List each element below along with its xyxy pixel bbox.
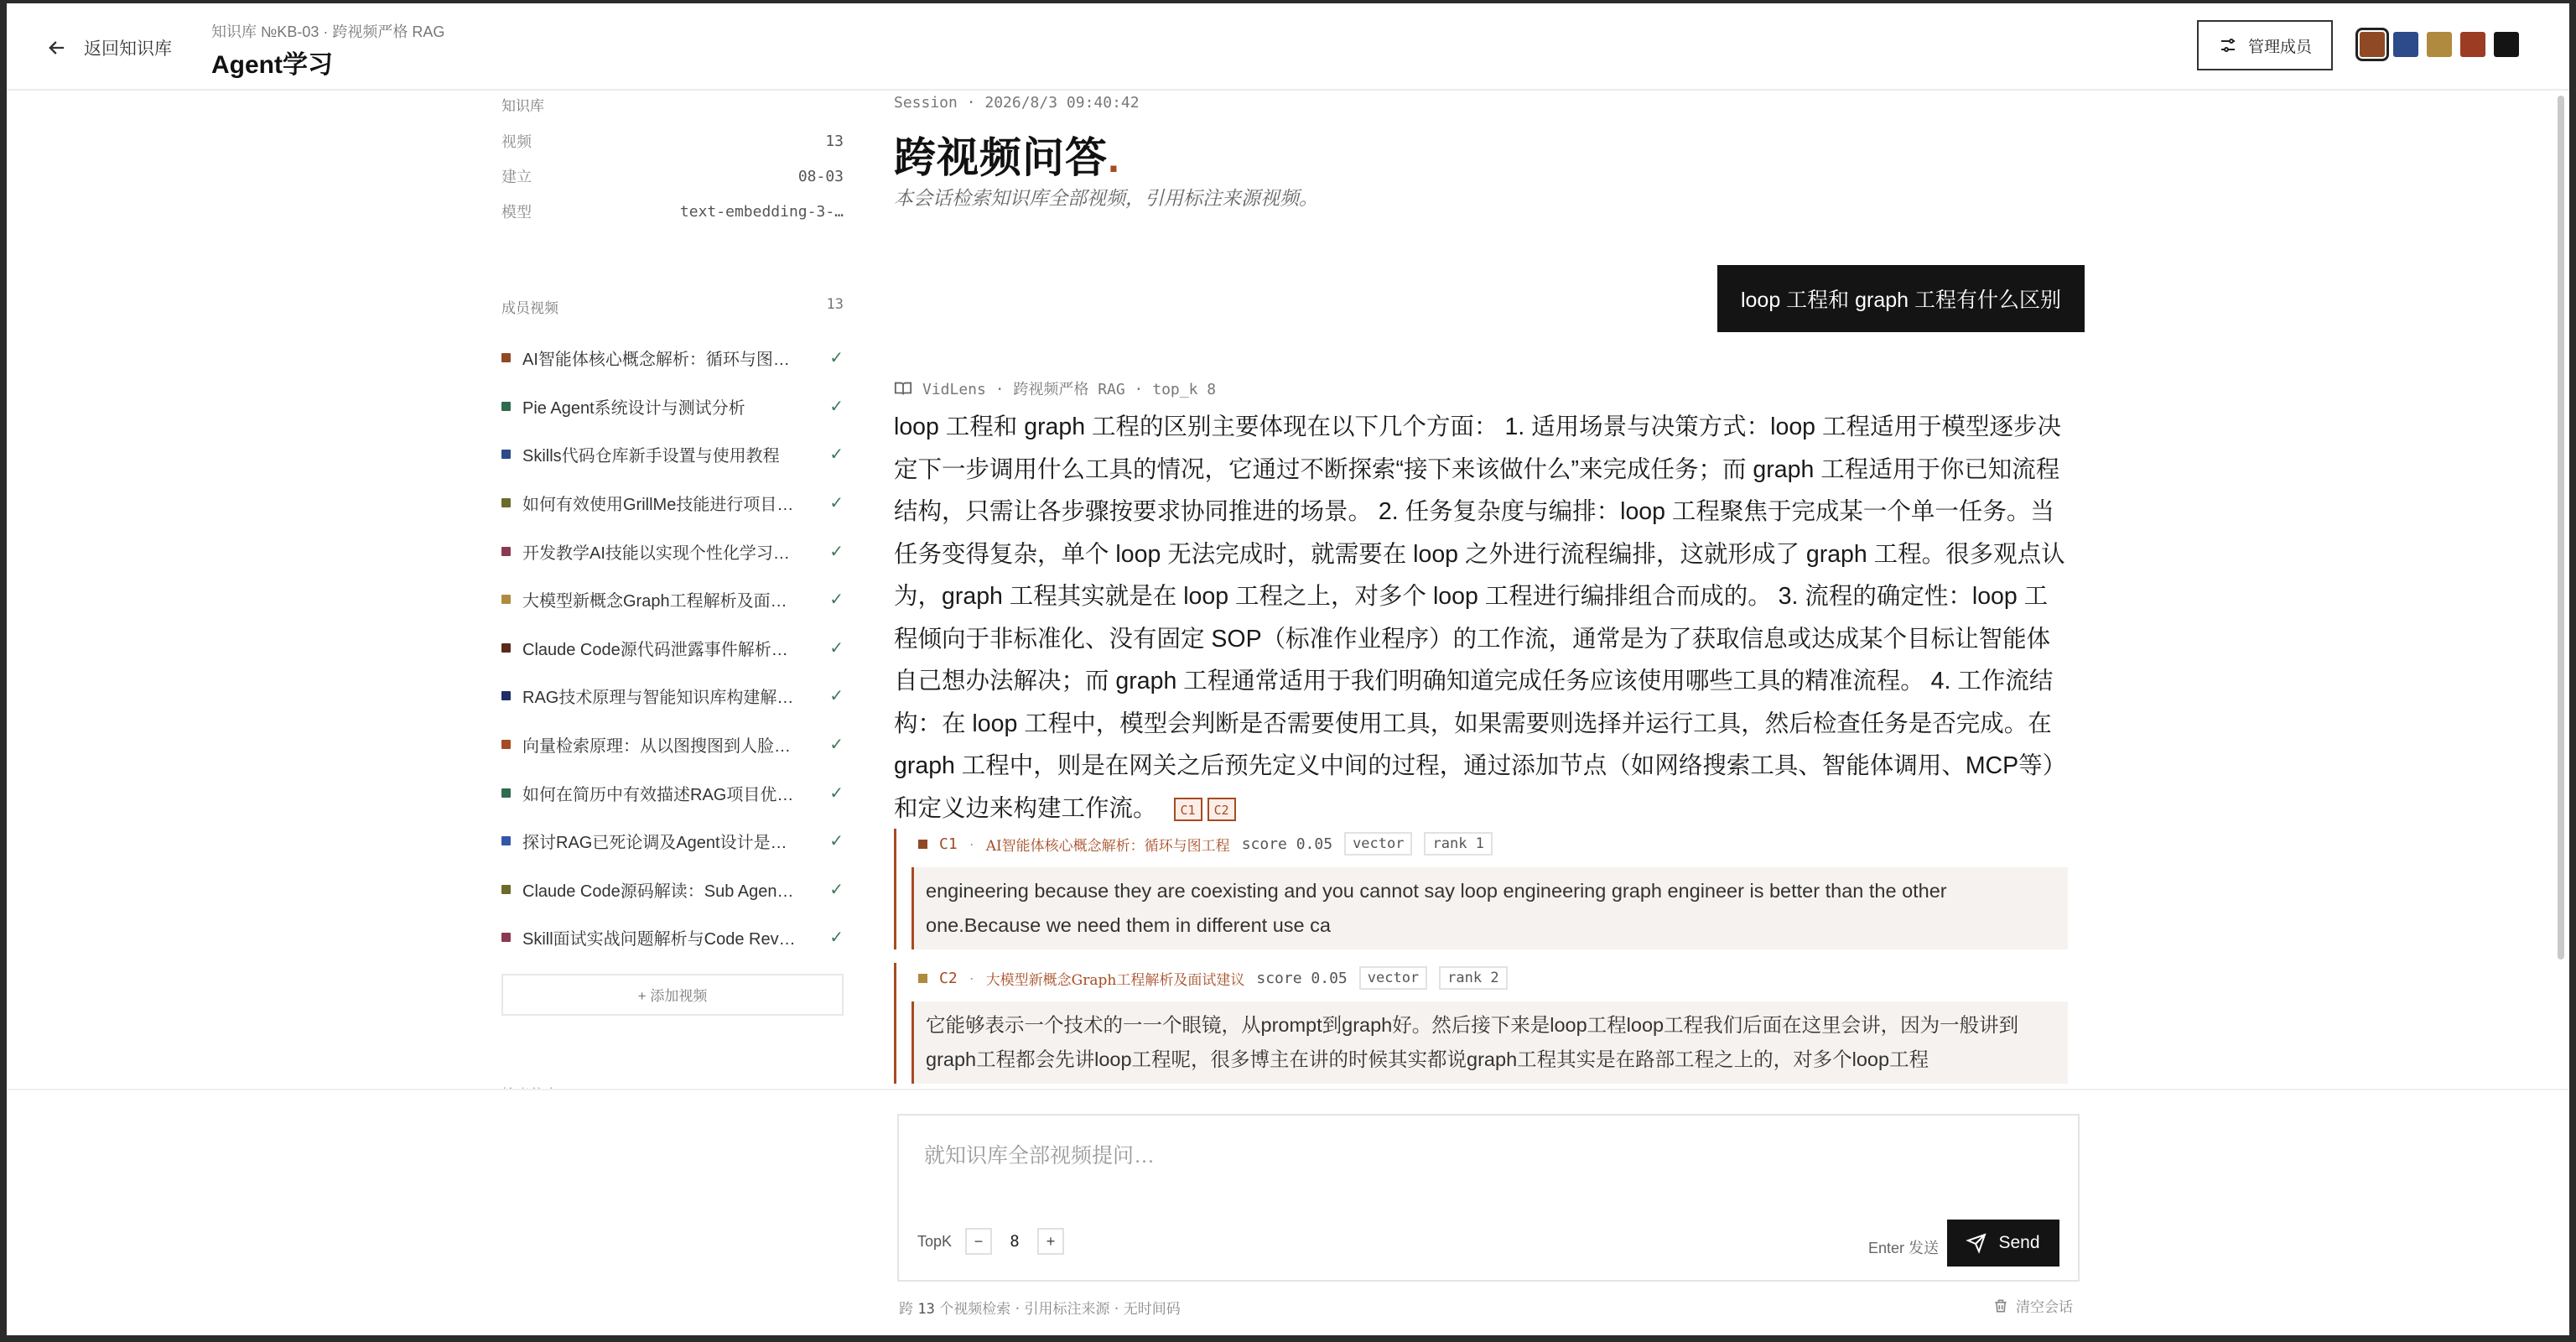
check-icon: ✓	[829, 928, 844, 948]
check-icon: ✓	[829, 687, 844, 706]
member-video-item[interactable]	[501, 479, 844, 528]
send-button[interactable]	[1947, 1220, 2059, 1267]
member-video-title: 开发教学AI技能以实现个性化学习…	[522, 544, 790, 563]
member-video-item[interactable]	[501, 624, 844, 673]
check-icon: ✓	[829, 638, 844, 658]
source-header	[918, 829, 2068, 859]
member-video-title: Skill面试实战问题解析与Code Rev…	[522, 930, 796, 949]
theme-swatch-gold[interactable]	[2427, 32, 2452, 57]
member-video-item[interactable]	[501, 575, 844, 624]
theme-swatch-red[interactable]	[2460, 32, 2485, 57]
check-icon: ✓	[829, 349, 844, 368]
topk-control	[917, 1228, 1064, 1255]
kb-info-row	[501, 194, 844, 229]
topk-decrement-button[interactable]: −	[965, 1228, 992, 1255]
answer-text: loop 工程和 graph 工程的区别主要体现在以下几个方面： 1. 适用场景与决策方式：loop 工程适用于模型逐步决定下一步调用什么工具的情况，它通过不断探索“接下来该做什么”来完成任务；而 graph 工程适用于你已知流程结构，只需让各步骤按要求协同推进的场景。 2. 任务复杂度与编排：loop 工程聚焦于完成某一个单一任务。当任务变得复杂，单个 loop 无法完成时，就需要在 loop 之外进行流程编排，这就形成了 graph 工程。很多观点认为，graph 工程其实就是在 loop 工程之上，对多个 loop 工程进行编排组合而成的。 3. 流程的确定性：loop 工程倾向于非标准化、没有固定 SOP（标准作业程序）的工作流，通常是为了获取信息或达成某个目标让智能体自己想办法解决；而 graph 工程通常适用于我们明确知道完成任务应该使用哪些工具的精准流程。 4. 工作流结构：在 loop 工程中，模型会判断是否需要使用工具，如果需要则选择并运行工具，然后检查任务是否完成。在 graph 工程中，则是在网关之后预先定义中间的过程，通过添加节点（如网络搜索工具、智能体调用、MCP等）和定义边来构建工作流。	[894, 414, 2067, 822]
source-id: C2	[939, 969, 958, 987]
source-title: 大模型新概念Graph工程解析及面试建议	[985, 971, 1245, 989]
member-video-item[interactable]	[501, 817, 844, 866]
video-color-dot	[501, 788, 511, 798]
member-video-item[interactable]	[501, 672, 844, 720]
members-count: 13	[826, 296, 844, 313]
member-video-item[interactable]	[501, 382, 844, 431]
left-panel	[501, 91, 844, 1089]
member-video-title: 如何有效使用GrillMe技能进行项目…	[522, 496, 794, 515]
member-video-item[interactable]	[501, 527, 844, 575]
page-title: Agent学习	[211, 51, 333, 79]
add-video-button[interactable]: + 添加视频	[501, 974, 844, 1016]
clear-session-label: 清空会话	[2016, 1299, 2073, 1316]
top-header	[7, 3, 2569, 91]
source-separator: ·	[969, 969, 974, 986]
kb-info-label: 模型	[501, 204, 532, 221]
book-open-icon	[894, 379, 912, 398]
trash-icon	[1992, 1298, 2009, 1314]
kb-info-label: 视频	[501, 133, 532, 150]
source-color-dot	[918, 840, 927, 849]
source-separator: ·	[969, 835, 974, 852]
member-video-item[interactable]	[501, 866, 844, 914]
member-video-title: Claude Code源码解读：Sub Agen…	[522, 882, 794, 901]
check-icon: ✓	[829, 494, 844, 513]
kb-info-row	[501, 159, 844, 194]
source-excerpt: engineering because they are coexisting and you cannot say loop engineering graph engineer is better than the other one.Because we need them in different use ca	[911, 867, 2068, 949]
breadcrumb: 知识库 №KB-03 · 跨视频严格 RAG	[211, 23, 445, 40]
check-icon: ✓	[829, 880, 844, 899]
source-score: score 0.05	[1256, 969, 1348, 987]
clear-session-button[interactable]	[1992, 1295, 2073, 1316]
kb-info-row	[501, 123, 844, 159]
kb-info-label: 建立	[501, 169, 532, 185]
member-video-title: 大模型新概念Graph工程解析及面…	[522, 592, 787, 611]
members-header	[501, 296, 844, 317]
kb-info-value: 13	[825, 132, 844, 150]
member-video-item[interactable]	[501, 768, 844, 817]
kb-info	[501, 123, 844, 229]
session-meta: Session · 2026/8/3 09:40:42	[894, 94, 1140, 112]
footer-count: 13	[917, 1301, 935, 1318]
member-video-title: AI智能体核心概念解析：循环与图…	[522, 351, 790, 370]
source-header	[918, 963, 2068, 993]
session-title-text: 跨视频问答	[894, 134, 1108, 181]
topk-value: 8	[1010, 1232, 1020, 1251]
page-scrollbar[interactable]	[2558, 96, 2564, 960]
source-id: C1	[939, 835, 958, 853]
source-card-c1[interactable]	[894, 829, 2068, 949]
send-icon	[1966, 1233, 1987, 1253]
source-rank-chip: rank 2	[1439, 966, 1507, 990]
answer-meta	[894, 377, 1216, 399]
check-icon: ✓	[829, 832, 844, 851]
check-icon: ✓	[829, 736, 844, 755]
video-color-dot	[501, 691, 511, 700]
video-color-dot	[501, 547, 511, 556]
kb-section-label: 知识库	[501, 98, 544, 114]
video-color-dot	[501, 450, 511, 459]
theme-swatch-blue[interactable]	[2393, 32, 2418, 57]
video-color-dot	[501, 595, 511, 604]
video-color-dot	[501, 643, 511, 653]
source-excerpt: 它能够表示一个技术的一一个眼镜，从prompt到graph好。然后接下来是loop工程loop工程我们后面在这里会讲，因为一般讲到graph工程都会先讲loop工程呢，很多博主在讲的时候其实都说graph工程其实是在路部工程之上的，对多个loop工程	[911, 1001, 2068, 1084]
back-to-kb-button[interactable]	[45, 35, 172, 60]
member-video-title: 探讨RAG已死论调及Agent设计是…	[522, 834, 787, 853]
video-color-dot	[501, 885, 511, 894]
source-type-chip: vector	[1359, 966, 1427, 990]
manage-members-button[interactable]	[2197, 20, 2333, 70]
sliders-icon	[2218, 35, 2238, 55]
answer-meta-text: VidLens · 跨视频严格 RAG · top_k 8	[922, 381, 1217, 398]
arrow-left-icon	[45, 36, 69, 60]
footer-rest: 个视频检索 · 引用标注来源 · 无时间码	[939, 1301, 1181, 1318]
member-video-title: Skills代码仓库新手设置与使用教程	[522, 447, 780, 466]
footer-prefix: 跨	[899, 1301, 913, 1318]
video-color-dot	[501, 402, 511, 411]
source-color-dot	[918, 974, 927, 983]
enter-hint: Enter 发送	[1867, 1240, 1939, 1256]
source-type-chip: vector	[1344, 832, 1412, 856]
member-video-title: 如何在简历中有效描述RAG项目优…	[522, 785, 794, 804]
source-title: AI智能体核心概念解析：循环与图工程	[985, 837, 1230, 855]
session-title-dot: .	[1108, 134, 1120, 181]
member-video-item[interactable]	[501, 913, 844, 962]
member-video-item[interactable]	[501, 720, 844, 769]
citation-tag-c1[interactable]: C1	[1174, 798, 1202, 821]
topk-increment-button[interactable]: +	[1037, 1228, 1064, 1255]
video-color-dot	[501, 740, 511, 749]
assistant-answer	[894, 406, 2068, 830]
member-video-title: 向量检索原理：从以图搜图到人脸…	[522, 737, 791, 757]
check-icon: ✓	[829, 445, 844, 465]
member-video-title: Pie Agent系统设计与测试分析	[522, 398, 745, 418]
video-color-dot	[501, 836, 511, 845]
member-video-item[interactable]	[501, 430, 844, 479]
back-label: 返回知识库	[84, 39, 172, 59]
theme-swatch-rust[interactable]	[2360, 32, 2385, 57]
topk-label: TopK	[917, 1232, 953, 1250]
kb-info-value: text-embedding-3-…	[679, 202, 844, 221]
check-icon: ✓	[829, 590, 844, 610]
check-icon: ✓	[829, 783, 844, 803]
source-rank-chip: rank 1	[1424, 832, 1492, 856]
member-video-title: RAG技术原理与智能知识库构建解…	[522, 689, 794, 708]
member-video-item[interactable]	[501, 334, 844, 382]
video-color-dot	[501, 353, 511, 362]
manage-members-label: 管理成员	[2247, 38, 2312, 56]
member-video-list	[501, 334, 844, 962]
check-icon: ✓	[829, 542, 844, 561]
source-card-c2[interactable]	[894, 963, 2068, 1084]
citation-tag-c2[interactable]: C2	[1208, 798, 1236, 821]
question-composer[interactable]	[897, 1114, 2080, 1282]
send-label: Send	[1998, 1233, 2040, 1252]
kb-info-value: 08-03	[797, 167, 844, 185]
video-color-dot	[501, 933, 511, 942]
members-section-label: 成员视频	[501, 300, 558, 316]
theme-swatch-black[interactable]	[2494, 32, 2519, 57]
chat-main	[894, 91, 2085, 1089]
composer-area	[7, 1089, 2569, 1335]
session-subtitle: 本会话检索知识库全部视频，引用标注来源视频。	[894, 188, 1318, 210]
question-input[interactable]: 就知识库全部视频提问…	[924, 1144, 1156, 1168]
theme-swatches	[2360, 32, 2519, 57]
source-score: score 0.05	[1241, 835, 1333, 853]
app-window	[7, 3, 2569, 1335]
member-video-title: Claude Code源代码泄露事件解析…	[522, 640, 788, 659]
composer-footer-info	[899, 1297, 1181, 1318]
check-icon: ✓	[829, 397, 844, 416]
video-color-dot	[501, 498, 511, 507]
user-message: loop 工程和 graph 工程有什么区别	[1717, 265, 2085, 332]
session-title	[894, 124, 1120, 185]
